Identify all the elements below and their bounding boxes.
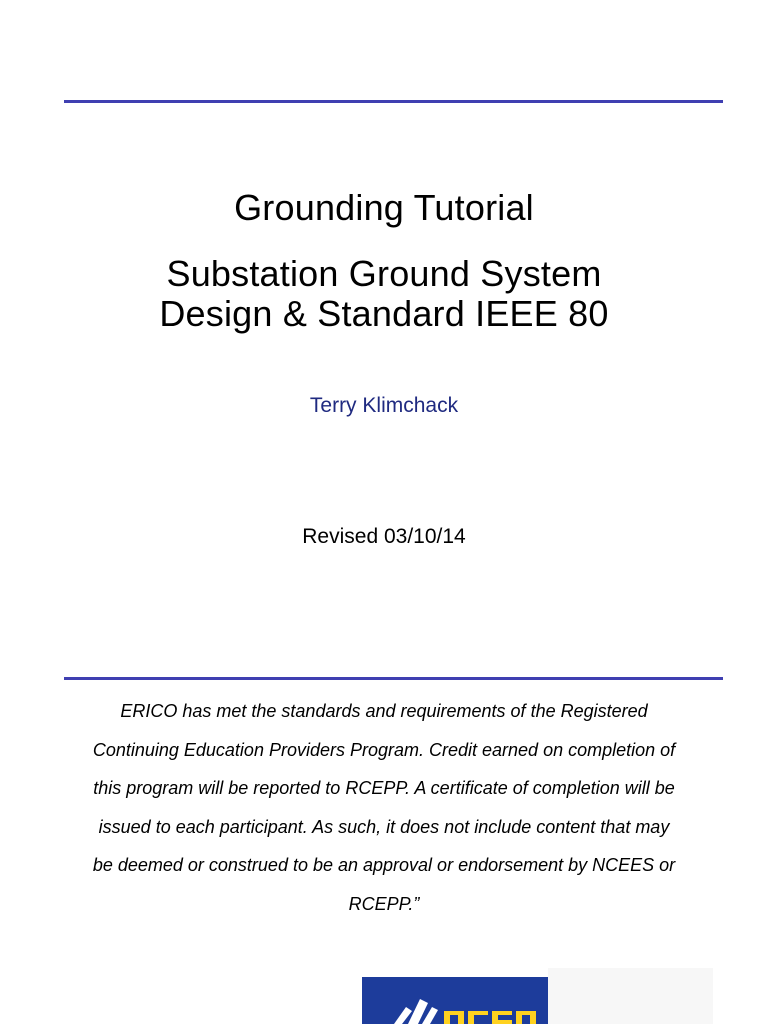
bottom-divider (64, 677, 723, 680)
logo-backdrop (548, 968, 713, 1024)
disclaimer-line: RCEPP.” (348, 893, 420, 914)
disclaimer-line: be deemed or construed to be an approval or endorsement by NCEES or (92, 855, 676, 875)
page-subtitle (0, 254, 768, 334)
rcep-logo-icon (362, 977, 548, 1024)
author-name: Terry Klimchack (309, 394, 459, 417)
top-divider (64, 100, 723, 103)
subtitle-line: Substation Ground System (166, 253, 602, 294)
disclaimer-line: Continuing Education Providers Program. Credit earned on completion of (92, 739, 676, 760)
disclaimer-text (40, 692, 728, 923)
subtitle-line: Design & Standard IEEE 80 (159, 293, 609, 334)
disclaimer-line: this program will be reported to RCEPP. A certificate of completion will be (93, 778, 675, 798)
revision-date: Revised 03/10/14 (302, 525, 466, 548)
disclaimer-line: issued to each participant. As such, it does not include content that may (98, 816, 670, 837)
page-title: Grounding Tutorial (234, 187, 534, 228)
disclaimer-line: ERICO has met the standards and requirements of the Registered (120, 701, 648, 721)
